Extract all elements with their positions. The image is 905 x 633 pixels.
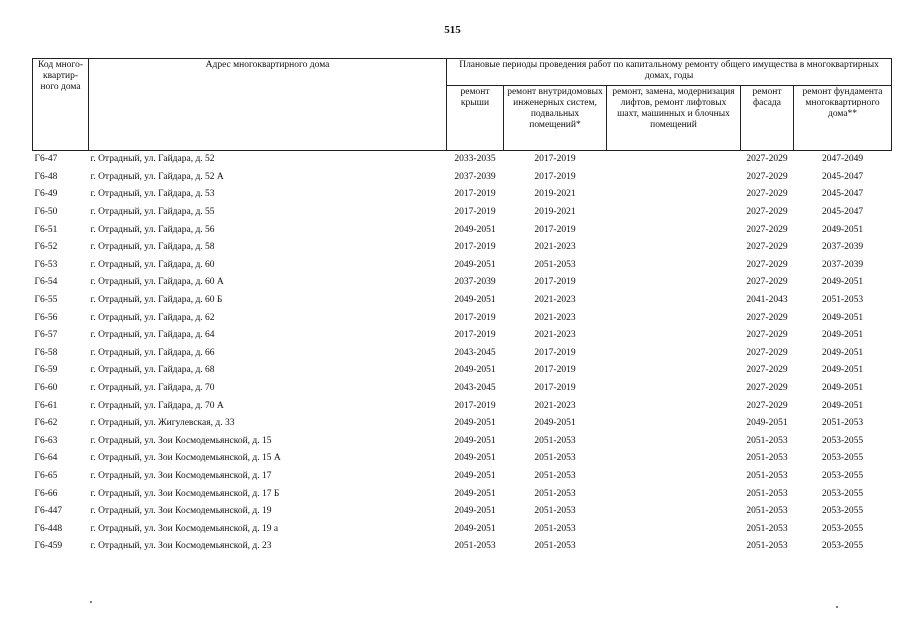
cell-systems: 2021-2023 [534,400,576,411]
cell-code: Г6-51 [34,224,58,235]
cell-elevators [607,362,741,380]
cell-foundation: 2053-2055 [821,541,864,552]
cell-address: г. Отрадный, ул. Гайдара, д. 55 [90,207,215,218]
cell-code: Г6-61 [34,400,58,411]
table-row [33,450,892,468]
cell-address: г. Отрадный, ул. Жигулевская, д. 33 [90,418,235,429]
cell-foundation: 2045-2047 [821,189,864,200]
table-row [33,397,892,415]
cell-code: Г6-58 [34,347,58,358]
cell-elevators [607,415,741,433]
header-foundation: ремонт фундамента многоквартирного дома** [794,86,892,151]
cell-address: г. Отрадный, ул. Зои Космодемьянской, д. 19 а [90,523,279,534]
cell-roof: 2049-2051 [454,365,496,376]
cell-code: Г6-63 [34,435,58,446]
table-header [33,59,892,151]
cell-code: Г6-60 [34,383,58,394]
cell-roof: 2037-2039 [454,277,496,288]
cell-foundation: 2049-2051 [821,347,864,358]
table-row [33,239,892,257]
scan-speck [90,601,92,603]
cell-facade: 2027-2029 [746,330,788,341]
cell-address: г. Отрадный, ул. Гайдара, д. 52 [90,154,215,165]
header-systems: ремонт внутридомовых инженерных систем, подвальных помещений* [504,86,607,151]
cell-systems: 2017-2019 [534,347,576,358]
cell-code: Г6-54 [34,277,58,288]
table-row [33,186,892,204]
cell-address: г. Отрадный, ул. Гайдара, д. 56 [90,224,215,235]
cell-elevators [607,239,741,257]
cell-facade: 2051-2053 [746,506,788,517]
cell-roof: 2043-2045 [454,383,496,394]
cell-systems: 2019-2021 [534,189,576,200]
table-row [33,362,892,380]
cell-facade: 2027-2029 [746,259,788,270]
cell-address: г. Отрадный, ул. Зои Космодемьянской, д. 15 А [90,453,281,464]
cell-facade: 2027-2029 [746,277,788,288]
cell-facade: 2027-2029 [746,400,788,411]
cell-systems: 2051-2053 [534,470,576,481]
cell-facade: 2027-2029 [746,242,788,253]
cell-systems: 2021-2023 [534,295,576,306]
cell-facade: 2027-2029 [746,207,788,218]
header-periods: Плановые периоды проведения работ по капитальному ремонту общего имущества в многоквартирных домах, годы [447,59,892,86]
cell-elevators [607,485,741,503]
cell-foundation: 2053-2055 [821,506,864,517]
cell-systems: 2017-2019 [534,365,576,376]
page-number: 515 [444,24,461,36]
cell-roof: 2017-2019 [454,312,496,323]
cell-roof: 2049-2051 [454,435,496,446]
table-row [33,415,892,433]
cell-code: Г6-52 [34,242,58,253]
table-row [33,538,892,556]
cell-elevators [607,380,741,398]
table-row [33,151,892,169]
cell-systems: 2051-2053 [534,541,576,552]
cell-elevators [607,538,741,556]
cell-facade: 2027-2029 [746,347,788,358]
cell-code: Г6-53 [34,259,58,270]
repair-schedule-table [32,58,892,556]
cell-systems: 2049-2051 [534,418,576,429]
cell-facade: 2051-2053 [746,488,788,499]
cell-foundation: 2049-2051 [821,365,864,376]
cell-roof: 2049-2051 [454,453,496,464]
cell-facade: 2051-2053 [746,541,788,552]
cell-systems: 2017-2019 [534,383,576,394]
cell-facade: 2051-2053 [746,523,788,534]
cell-address: г. Отрадный, ул. Гайдара, д. 60 [90,259,215,270]
table-row [33,169,892,187]
cell-facade: 2027-2029 [746,154,788,165]
cell-foundation: 2047-2049 [821,154,864,165]
cell-facade: 2049-2051 [746,418,788,429]
table-row [33,204,892,222]
cell-foundation: 2049-2051 [821,383,864,394]
cell-elevators [607,257,741,275]
cell-systems: 2051-2053 [534,453,576,464]
cell-address: г. Отрадный, ул. Гайдара, д. 64 [90,330,215,341]
cell-roof: 2017-2019 [454,242,496,253]
cell-roof: 2049-2051 [454,295,496,306]
cell-foundation: 2049-2051 [821,312,864,323]
cell-code: Г6-65 [34,470,58,481]
cell-systems: 2051-2053 [534,435,576,446]
cell-code: Г6-47 [34,154,58,165]
cell-systems: 2051-2053 [534,523,576,534]
table-row [33,345,892,363]
cell-facade: 2027-2029 [746,189,788,200]
cell-code: Г6-57 [34,330,58,341]
cell-roof: 2049-2051 [454,488,496,499]
cell-elevators [607,151,741,169]
cell-address: г. Отрадный, ул. Зои Космодемьянской, д. 17 [90,470,272,481]
cell-roof: 2033-2035 [454,154,496,165]
cell-roof: 2051-2053 [454,541,496,552]
cell-code: Г6-447 [34,506,63,517]
cell-code: Г6-66 [34,488,58,499]
cell-foundation: 2053-2055 [821,453,864,464]
cell-elevators [607,274,741,292]
cell-code: Г6-62 [34,418,58,429]
table-row [33,221,892,239]
cell-address: г. Отрадный, ул. Зои Космодемьянской, д. 15 [90,435,272,446]
cell-address: г. Отрадный, ул. Гайдара, д. 58 [90,242,215,253]
cell-elevators [607,292,741,310]
header-code: Код много-квартир-ного дома [33,59,89,151]
cell-elevators [607,520,741,538]
cell-foundation: 2037-2039 [821,259,864,270]
cell-foundation: 2049-2051 [821,224,864,235]
cell-address: г. Отрадный, ул. Гайдара, д. 60 Б [90,295,223,306]
cell-code: Г6-48 [34,171,58,182]
cell-code: Г6-64 [34,453,58,464]
cell-systems: 2021-2023 [534,330,576,341]
cell-elevators [607,169,741,187]
cell-systems: 2021-2023 [534,312,576,323]
header-address: Адрес многоквартирного дома [89,59,447,151]
cell-address: г. Отрадный, ул. Гайдара, д. 60 А [90,277,224,288]
cell-foundation: 2049-2051 [821,330,864,341]
cell-elevators [607,503,741,521]
cell-roof: 2017-2019 [454,400,496,411]
cell-address: г. Отрадный, ул. Зои Космодемьянской, д. 19 [90,506,272,517]
cell-systems: 2021-2023 [534,242,576,253]
cell-roof: 2049-2051 [454,259,496,270]
cell-roof: 2043-2045 [454,347,496,358]
cell-foundation: 2053-2055 [821,523,864,534]
cell-roof: 2037-2039 [454,171,496,182]
cell-roof: 2049-2051 [454,224,496,235]
cell-systems: 2051-2053 [534,259,576,270]
cell-foundation: 2049-2051 [821,277,864,288]
table-row [33,380,892,398]
cell-foundation: 2051-2053 [821,418,864,429]
cell-roof: 2049-2051 [454,523,496,534]
cell-address: г. Отрадный, ул. Гайдара, д. 52 А [90,171,224,182]
cell-foundation: 2053-2055 [821,435,864,446]
cell-roof: 2017-2019 [454,207,496,218]
table-row [33,468,892,486]
cell-code: Г6-50 [34,207,58,218]
cell-systems: 2019-2021 [534,207,576,218]
cell-systems: 2017-2019 [534,224,576,235]
scan-speck [836,606,838,608]
cell-systems: 2017-2019 [534,154,576,165]
cell-elevators [607,433,741,451]
cell-address: г. Отрадный, ул. Гайдара, д. 66 [90,347,215,358]
cell-roof: 2017-2019 [454,189,496,200]
cell-address: г. Отрадный, ул. Гайдара, д. 62 [90,312,215,323]
cell-systems: 2051-2053 [534,488,576,499]
cell-elevators [607,450,741,468]
cell-elevators [607,345,741,363]
header-facade: ремонт фасада [741,86,794,151]
cell-code: Г6-59 [34,365,58,376]
cell-code: Г6-56 [34,312,58,323]
table-row [33,520,892,538]
cell-roof: 2049-2051 [454,506,496,517]
cell-address: г. Отрадный, ул. Гайдара, д. 68 [90,365,215,376]
table-row [33,309,892,327]
cell-systems: 2051-2053 [534,506,576,517]
cell-foundation: 2049-2051 [821,400,864,411]
cell-foundation: 2045-2047 [821,171,864,182]
cell-facade: 2027-2029 [746,383,788,394]
cell-elevators [607,468,741,486]
cell-facade: 2051-2053 [746,435,788,446]
table-row [33,274,892,292]
cell-address: г. Отрадный, ул. Гайдара, д. 70 [90,383,215,394]
cell-facade: 2041-2043 [746,295,788,306]
cell-elevators [607,309,741,327]
table-row [33,503,892,521]
cell-code: Г6-448 [34,523,63,534]
cell-facade: 2051-2053 [746,470,788,481]
cell-address: г. Отрадный, ул. Гайдара, д. 70 А [90,400,224,411]
header-elevators: ремонт, замена, модернизация лифтов, ремонт лифтовых шахт, машинных и блочных помещений [607,86,741,151]
cell-facade: 2027-2029 [746,365,788,376]
cell-systems: 2017-2019 [534,171,576,182]
cell-elevators [607,221,741,239]
cell-systems: 2017-2019 [534,277,576,288]
cell-facade: 2027-2029 [746,171,788,182]
cell-foundation: 2045-2047 [821,207,864,218]
cell-address: г. Отрадный, ул. Зои Космодемьянской, д. 23 [90,541,272,552]
cell-elevators [607,397,741,415]
cell-code: Г6-49 [34,189,58,200]
cell-roof: 2049-2051 [454,470,496,481]
cell-code: Г6-55 [34,295,58,306]
header-roof: ремонт крыши [447,86,504,151]
cell-roof: 2017-2019 [454,330,496,341]
cell-elevators [607,327,741,345]
cell-foundation: 2053-2055 [821,470,864,481]
table-row [33,327,892,345]
cell-facade: 2027-2029 [746,224,788,235]
cell-elevators [607,186,741,204]
table-row [33,433,892,451]
table-row [33,257,892,275]
cell-facade: 2027-2029 [746,312,788,323]
table-body [33,151,892,556]
cell-foundation: 2051-2053 [821,295,864,306]
cell-code: Г6-459 [34,541,63,552]
table-row [33,485,892,503]
cell-facade: 2051-2053 [746,453,788,464]
cell-address: г. Отрадный, ул. Гайдара, д. 53 [90,189,215,200]
cell-roof: 2049-2051 [454,418,496,429]
cell-elevators [607,204,741,222]
cell-address: г. Отрадный, ул. Зои Космодемьянской, д. 17 Б [90,488,280,499]
cell-foundation: 2053-2055 [821,488,864,499]
cell-foundation: 2037-2039 [821,242,864,253]
table-row [33,292,892,310]
